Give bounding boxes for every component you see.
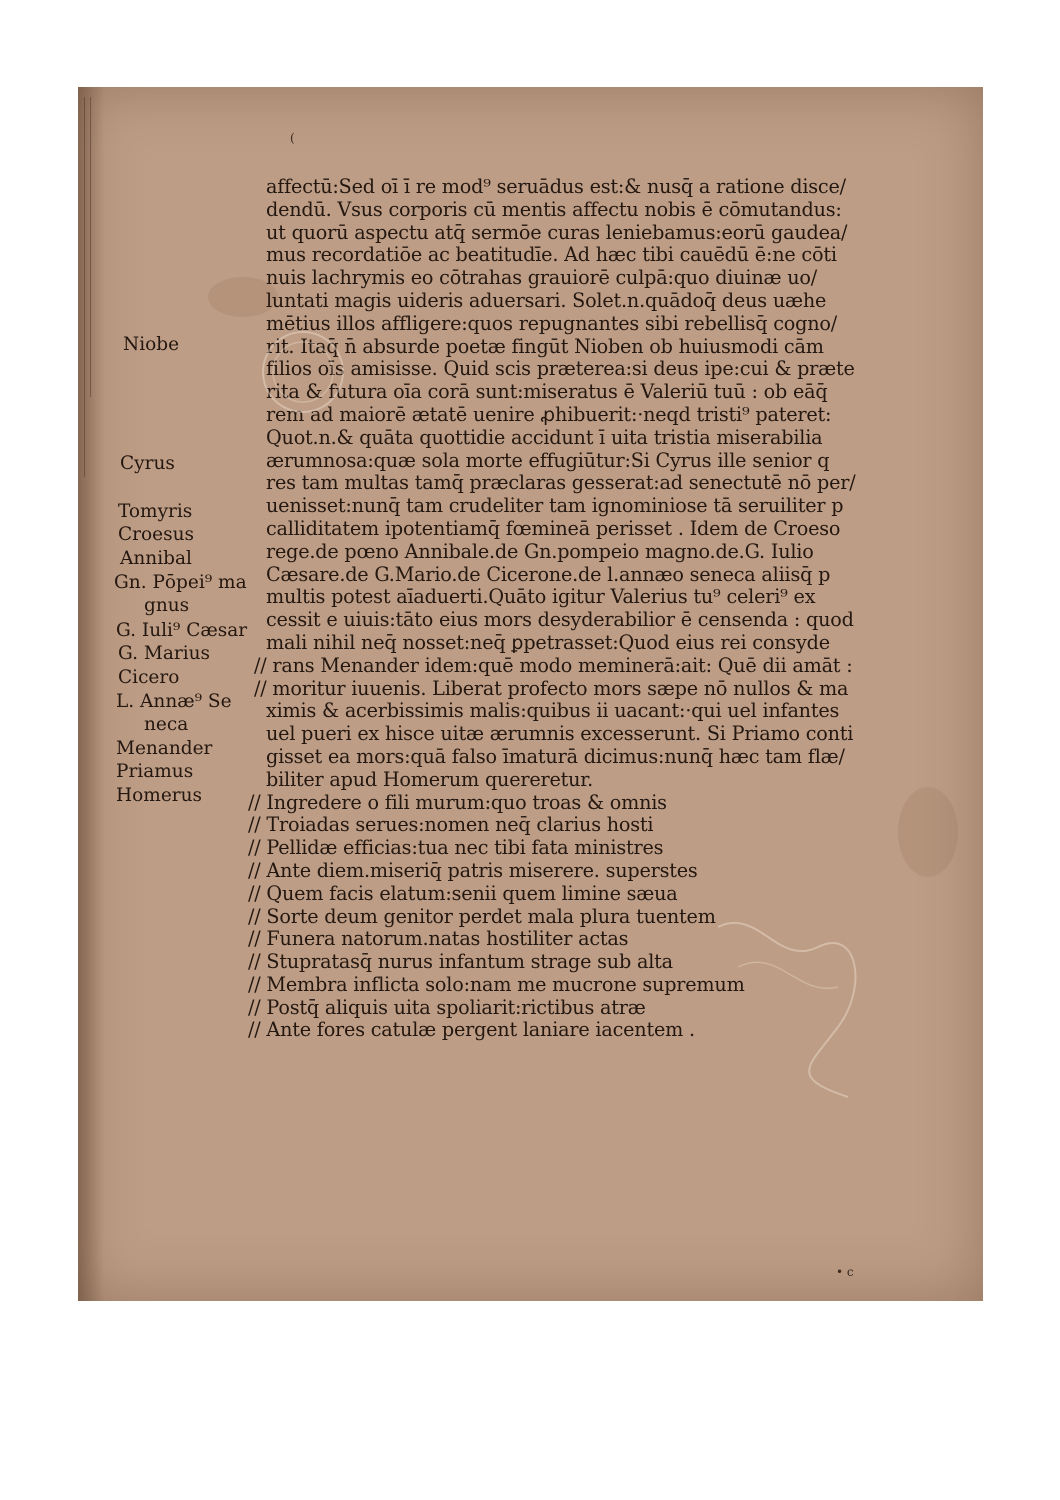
- foot-mark: • c: [836, 1265, 854, 1279]
- verse-line: // Funera natorum.natas hostiliter actas: [248, 927, 629, 951]
- text-line: // moritur iuuenis. Liberat profecto mors sæpe nō nullos & ma: [254, 676, 849, 700]
- text-line: biliter apud Homerum quereretur.: [266, 767, 594, 791]
- text-line: multis potest aīaduerti.Quāto igitur Valerius tu⁹ celeri⁹ ex: [266, 585, 816, 609]
- binding-gutter: [78, 87, 104, 1301]
- text-line: uel pueri ex hisce uitæ ærumnis excesserunt. Si Priamo conti: [266, 722, 854, 746]
- text-line: // rans Menander idem:quē modo meminerā:ait: Quē dii amāt :: [254, 653, 853, 677]
- text-line: mētius illos affligere:quos repugnantes sibi rebellisq̄ cogno/: [266, 311, 837, 335]
- verse-line: // Troiadas serues:nomen neq̄ clarius hosti: [248, 813, 654, 837]
- verse-line: // Membra inflicta solo:nam me mucrone supremum: [248, 972, 745, 996]
- text-line: uenisset:nunq̄ tam crudeliter tam ignominiose tā seruiliter p: [266, 494, 844, 518]
- verse-line: // Sorte deum genitor perdet mala plura tuentem: [248, 904, 716, 928]
- verse-line: // Ingredere o fili murum:quo troas & omnis: [248, 790, 667, 814]
- stain: [898, 787, 958, 877]
- margin-note-annibal: Annibal: [120, 548, 192, 569]
- margin-note-caesar: G. Iuli⁹ Cæsar: [116, 620, 248, 641]
- text-line: ut quorū aspectu atq̄ sermōe curas leniebamus:eorū gaudea/: [266, 220, 848, 244]
- verse-line: // Quem facis elatum:senii quem limine sæua: [248, 881, 678, 905]
- verse-line: // Stupratasq̄ nurus infantum strage sub alta: [248, 950, 673, 974]
- margin-note-priamus: Priamus: [116, 761, 194, 782]
- margin-note-pompeius-cont: gnus: [144, 595, 190, 616]
- text-line: rita & futura oīa corā sunt:miseratus ē Valeriū tuū : ob eāq̄: [266, 380, 828, 404]
- page-mark: (: [290, 131, 295, 145]
- text-line: dendū. Vsus corporis cū mentis affectu nobis ē cōmutandus:: [266, 197, 842, 221]
- text-line: res tam multas tamq̄ præclaras gesserat:ad senectutē nō per/: [266, 471, 856, 495]
- margin-note-seneca-cont: neca: [144, 714, 189, 735]
- margin-note-tomyris: Tomyris: [118, 501, 193, 522]
- margin-note-niobe: Niobe: [123, 334, 180, 355]
- text-line: calliditatem ipotentiamq̄ fœmineā perisset . Idem de Croeso: [266, 516, 841, 540]
- manuscript-page: [78, 87, 983, 1301]
- text-line: mus recordatiōe ac beatitudīe. Ad hæc tibi cauēdū ē:ne cōti: [266, 243, 837, 267]
- margin-note-homerus: Homerus: [116, 785, 203, 806]
- margin-note-marius: G. Marius: [118, 643, 211, 664]
- text-line: ærumnosa:quæ sola morte effugiūtur:Si Cyrus ille senior q: [266, 448, 830, 472]
- margin-note-croesus: Croesus: [118, 524, 194, 545]
- gutter-line: [90, 97, 91, 397]
- text-line: luntati magis uideris aduersari. Solet.n.quādoq̄ deus uæhe: [266, 288, 827, 312]
- text-line: rege.de pœno Annibale.de Gn.pompeio magno.de.G. Iulio: [266, 539, 814, 563]
- gutter-line: [84, 97, 85, 477]
- margin-note-cyrus: Cyrus: [120, 453, 175, 474]
- text-column: [248, 175, 906, 1042]
- verse-line: // Ante diem.miseriq̄ patris miserere. superstes: [248, 858, 698, 882]
- margin-note-pompeius: Gn. Pōpei⁹ ma: [114, 572, 247, 593]
- text-line: cessit e uiuis:tāto eius mors desyderabilior ē censenda : quod: [266, 608, 854, 632]
- margin-note-menander: Menander: [116, 738, 213, 759]
- text-line: nuis lachrymis eo cōtrahas grauiorē culpā:quo diuinæ uo/: [266, 266, 817, 290]
- margin-note-cicero: Cicero: [118, 667, 180, 688]
- verse-line: // Postq̄ aliquis uita spoliarit:rictibus atræ: [248, 995, 646, 1019]
- text-line: Cæsare.de G.Mario.de Cicerone.de l.annæo seneca aliisq̄ p: [266, 562, 831, 586]
- verse-line: // Pellidæ efficias:tua nec tibi fata ministres: [248, 836, 664, 860]
- text-line: rit. Itaq̄ n̄ absurde poetæ fingūt Nioben ob huiusmodi cām: [266, 334, 824, 358]
- text-line: affectū:Sed oī ī re mod⁹ seruādus est:& nusq̄ a ratione disce/: [266, 175, 846, 198]
- margin-note-seneca: L. Annæ⁹ Se: [116, 691, 232, 712]
- verse-line: // Ante fores catulæ pergent laniare iacentem .: [248, 1018, 695, 1042]
- text-line: rem ad maiorē ætatē uenire ꝓhibuerit:·neqd tristi⁹ pateret:: [266, 402, 832, 426]
- text-line: gisset ea mors:quā falso īmaturā dicimus:nunq̄ hæc tam flæ/: [266, 744, 845, 768]
- text-line: ximis & acerbissimis malis:quibus ii uacant:·qui uel infantes: [266, 699, 840, 723]
- text-line: Quot.n.& quāta quottidie accidunt ī uita tristia miserabilia: [266, 425, 823, 449]
- text-line: mali nihil neq̄ nosset:neq̄ ꝑpetrasset:Quod eius rei consyde: [266, 630, 830, 654]
- text-line: filios oīs amisisse. Quid scis præterea:si deus ipe:cui & præte: [266, 357, 855, 381]
